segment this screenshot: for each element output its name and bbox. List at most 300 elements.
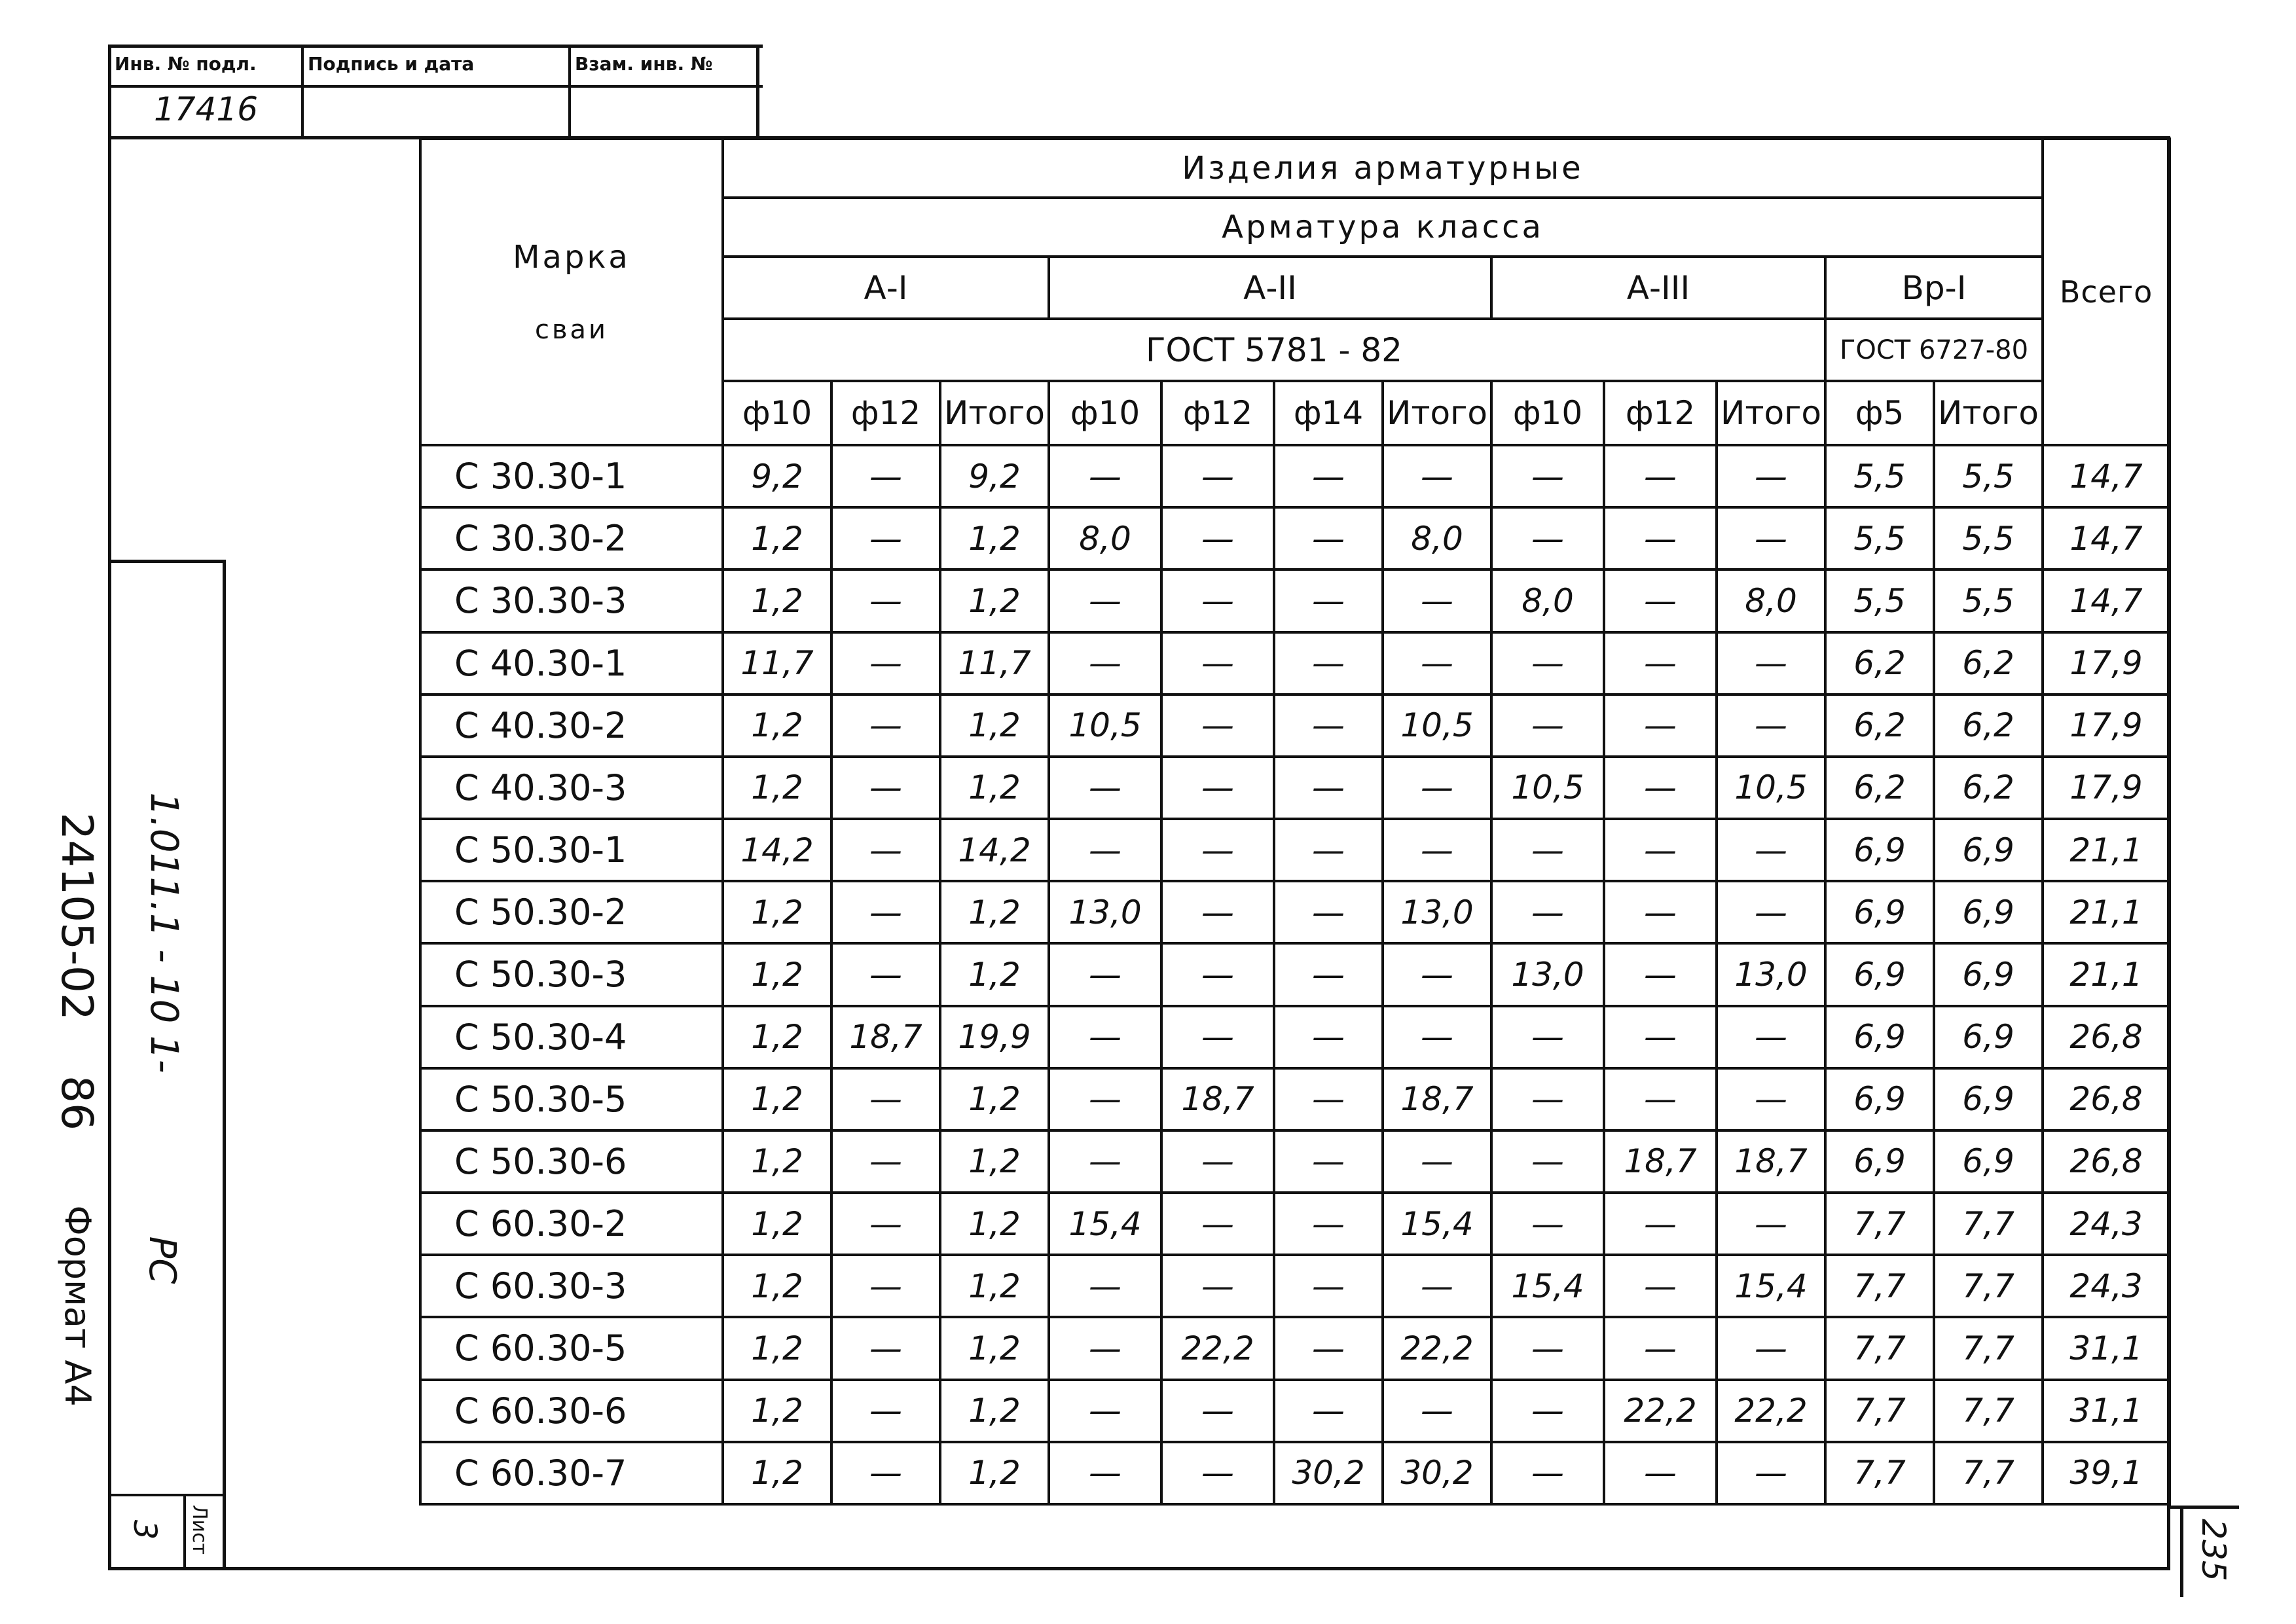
value-cell: 6,2	[1934, 695, 2043, 757]
value-cell: —	[1161, 632, 1274, 695]
value-cell: —	[831, 1255, 940, 1317]
value-cell: —	[1274, 569, 1383, 632]
value-cell: 1,2	[940, 569, 1049, 632]
sheet-box-top	[108, 1494, 226, 1496]
value-cell: 30,2	[1274, 1442, 1383, 1504]
table-row	[420, 695, 2170, 757]
value-cell: 15,4	[1049, 1193, 1161, 1255]
header-products: Изделия арматурные	[723, 139, 2043, 198]
value-cell: —	[1604, 695, 1717, 757]
header-gost-6727: ГОСТ 6727-80	[1825, 319, 2043, 381]
value-cell: 1,2	[940, 695, 1049, 757]
subheader-cell: ф10	[1491, 381, 1604, 445]
subheader-cell: Итого	[1383, 381, 1491, 445]
value-cell: 5,5	[1825, 445, 1934, 507]
value-cell: —	[1604, 445, 1717, 507]
pile-mark: С 40.30-3	[420, 757, 723, 819]
value-cell: 1,2	[940, 757, 1049, 819]
subheader-cell: Итого	[1717, 381, 1825, 445]
value-cell: —	[1049, 1006, 1161, 1068]
value-cell: —	[831, 695, 940, 757]
subheader-cell: Итого	[1934, 381, 2043, 445]
pile-mark: С 50.30-3	[420, 943, 723, 1005]
document-code: 24105-02	[52, 812, 102, 1020]
reinforcement-table	[419, 137, 2171, 1506]
value-cell: —	[1491, 445, 1604, 507]
value-cell: —	[1717, 881, 1825, 943]
value-cell: —	[831, 1380, 940, 1442]
value-cell: —	[831, 445, 940, 507]
stamp-header-signature: Подпись и дата	[308, 53, 475, 75]
value-cell: —	[1604, 1193, 1717, 1255]
subheader-cell: ф12	[1604, 381, 1717, 445]
subheader-cell: Итого	[940, 381, 1049, 445]
value-cell: —	[1161, 1255, 1274, 1317]
table-row	[420, 881, 2170, 943]
value-cell: 1,2	[940, 1317, 1049, 1379]
stamp-divider-1	[301, 45, 304, 139]
subheader-cell: ф14	[1274, 381, 1383, 445]
value-cell: 13,0	[1717, 943, 1825, 1005]
pile-mark: С 60.30-2	[420, 1193, 723, 1255]
table-row	[420, 819, 2170, 881]
row-total-cell: 14,7	[2043, 569, 2170, 632]
value-cell: 5,5	[1934, 507, 2043, 569]
value-cell: 9,2	[723, 445, 831, 507]
value-cell: 6,9	[1934, 1068, 2043, 1130]
value-cell: —	[1049, 1442, 1161, 1504]
value-cell: 1,2	[940, 1442, 1049, 1504]
header-mark-line1: Марка	[513, 239, 630, 276]
value-cell: 1,2	[723, 695, 831, 757]
value-cell: 7,7	[1934, 1255, 2043, 1317]
value-cell: 18,7	[831, 1006, 940, 1068]
value-cell: —	[1491, 507, 1604, 569]
value-cell: —	[1161, 757, 1274, 819]
row-total-cell: 17,9	[2043, 757, 2170, 819]
value-cell: 1,2	[723, 1006, 831, 1068]
value-cell: —	[1383, 569, 1491, 632]
value-cell: —	[1049, 1380, 1161, 1442]
value-cell: —	[1604, 881, 1717, 943]
header-class-a2: А-II	[1049, 257, 1491, 319]
value-cell: —	[1161, 943, 1274, 1005]
value-cell: —	[1161, 569, 1274, 632]
frame-left-line	[108, 45, 111, 1570]
value-cell: 15,4	[1717, 1255, 1825, 1317]
value-cell: 10,5	[1049, 695, 1161, 757]
value-cell: 7,7	[1825, 1442, 1934, 1504]
value-cell: 9,2	[940, 445, 1049, 507]
value-cell: 6,9	[1825, 819, 1934, 881]
value-cell: —	[1161, 1193, 1274, 1255]
value-cell: —	[1717, 1442, 1825, 1504]
value-cell: —	[831, 819, 940, 881]
pile-mark: С 40.30-2	[420, 695, 723, 757]
value-cell: —	[1491, 819, 1604, 881]
value-cell: 1,2	[723, 1442, 831, 1504]
value-cell: —	[1383, 819, 1491, 881]
value-cell: —	[1717, 507, 1825, 569]
value-cell: 1,2	[940, 1193, 1049, 1255]
value-cell: —	[1274, 1380, 1383, 1442]
row-total-cell: 26,8	[2043, 1130, 2170, 1193]
value-cell: —	[1049, 632, 1161, 695]
value-cell: —	[1383, 1380, 1491, 1442]
value-cell: 7,7	[1934, 1380, 2043, 1442]
value-cell: —	[831, 507, 940, 569]
stamp-divider-3	[756, 45, 759, 139]
value-cell: —	[1491, 881, 1604, 943]
format-label: Формат А4	[57, 1205, 98, 1407]
value-cell: 22,2	[1717, 1380, 1825, 1442]
table-row	[420, 1442, 2170, 1504]
value-cell: 1,2	[940, 881, 1049, 943]
value-cell: 13,0	[1383, 881, 1491, 943]
value-cell: —	[1604, 1068, 1717, 1130]
value-cell: 1,2	[940, 943, 1049, 1005]
value-cell: —	[1717, 445, 1825, 507]
value-cell: 6,9	[1825, 943, 1934, 1005]
value-cell: —	[1274, 445, 1383, 507]
value-cell: —	[1604, 943, 1717, 1005]
value-cell: 1,2	[723, 1317, 831, 1379]
value-cell: —	[1491, 1068, 1604, 1130]
value-cell: 1,2	[723, 1130, 831, 1193]
value-cell: 8,0	[1049, 507, 1161, 569]
value-cell: 1,2	[723, 757, 831, 819]
table-row	[420, 507, 2170, 569]
value-cell: —	[1383, 1255, 1491, 1317]
value-cell: 14,2	[940, 819, 1049, 881]
value-cell: 6,9	[1825, 1068, 1934, 1130]
value-cell: —	[831, 1193, 940, 1255]
side-box-right	[223, 560, 226, 1570]
value-cell: 1,2	[723, 943, 831, 1005]
value-cell: —	[1274, 632, 1383, 695]
value-cell: —	[1274, 695, 1383, 757]
value-cell: 22,2	[1604, 1380, 1717, 1442]
document-year: 86	[52, 1075, 102, 1130]
value-cell: 1,2	[940, 1255, 1049, 1317]
value-cell: —	[1274, 1193, 1383, 1255]
stamp-header-inv: Инв. № подл.	[115, 53, 257, 75]
pile-mark: С 60.30-6	[420, 1380, 723, 1442]
value-cell: —	[831, 1317, 940, 1379]
stamp-inv-number: 17416	[154, 90, 259, 128]
value-cell: 15,4	[1491, 1255, 1604, 1317]
frame-bottom-line	[108, 1567, 2170, 1570]
table-row	[420, 943, 2170, 1005]
table-row	[420, 445, 2170, 507]
value-cell: 11,7	[723, 632, 831, 695]
value-cell: 6,9	[1934, 943, 2043, 1005]
value-cell: —	[1604, 507, 1717, 569]
value-cell: —	[1491, 1006, 1604, 1068]
value-cell: 6,9	[1934, 819, 2043, 881]
row-total-cell: 17,9	[2043, 695, 2170, 757]
value-cell: —	[1049, 569, 1161, 632]
header-gost-5781: ГОСТ 5781 - 82	[723, 319, 1825, 381]
row-total-cell: 24,3	[2043, 1193, 2170, 1255]
value-cell: —	[1274, 1317, 1383, 1379]
value-cell: —	[1161, 881, 1274, 943]
album-number: 1.011.1 - 10 1-	[142, 792, 187, 1074]
value-cell: 6,2	[1934, 632, 2043, 695]
value-cell: —	[1604, 1317, 1717, 1379]
value-cell: —	[1274, 1006, 1383, 1068]
value-cell: 1,2	[723, 881, 831, 943]
value-cell: 6,2	[1825, 695, 1934, 757]
page-number-divider	[2180, 1506, 2183, 1597]
value-cell: —	[831, 1130, 940, 1193]
value-cell: 10,5	[1491, 757, 1604, 819]
value-cell: 5,5	[1934, 445, 2043, 507]
value-cell: —	[1274, 1130, 1383, 1193]
value-cell: 19,9	[940, 1006, 1049, 1068]
table-row	[420, 757, 2170, 819]
value-cell: —	[1604, 1442, 1717, 1504]
stamp-mid-line	[108, 85, 763, 88]
value-cell: —	[831, 569, 940, 632]
value-cell: —	[1717, 1317, 1825, 1379]
value-cell: —	[1383, 757, 1491, 819]
subheader-cell: ф10	[723, 381, 831, 445]
value-cell: —	[1161, 507, 1274, 569]
header-class: Арматура класса	[723, 198, 2043, 257]
subheader-cell: ф12	[1161, 381, 1274, 445]
value-cell: 18,7	[1604, 1130, 1717, 1193]
table-row	[420, 1068, 2170, 1130]
row-total-cell: 31,1	[2043, 1317, 2170, 1379]
row-total-cell: 26,8	[2043, 1068, 2170, 1130]
value-cell: 5,5	[1825, 507, 1934, 569]
value-cell: —	[1161, 445, 1274, 507]
value-cell: —	[1049, 1255, 1161, 1317]
value-cell: —	[1604, 569, 1717, 632]
value-cell: 18,7	[1161, 1068, 1274, 1130]
row-total-cell: 14,7	[2043, 445, 2170, 507]
value-cell: 6,9	[1825, 1006, 1934, 1068]
sheet-number: 3	[126, 1519, 163, 1540]
value-cell: —	[1383, 1130, 1491, 1193]
value-cell: —	[1274, 819, 1383, 881]
value-cell: 1,2	[723, 1255, 831, 1317]
value-cell: 7,7	[1825, 1380, 1934, 1442]
row-total-cell: 21,1	[2043, 943, 2170, 1005]
value-cell: —	[1049, 757, 1161, 819]
value-cell: 22,2	[1161, 1317, 1274, 1379]
table-row	[420, 1130, 2170, 1193]
value-cell: 6,9	[1934, 1130, 2043, 1193]
subheader-cell: ф12	[831, 381, 940, 445]
table-row	[420, 1193, 2170, 1255]
side-box-top	[108, 560, 226, 563]
value-cell: 7,7	[1934, 1193, 2043, 1255]
value-cell: —	[1274, 1068, 1383, 1130]
value-cell: 13,0	[1049, 881, 1161, 943]
stamp-header-replace: Взам. инв. №	[575, 53, 713, 75]
table-row	[420, 1380, 2170, 1442]
header-total: Всего	[2043, 139, 2170, 445]
value-cell: —	[1383, 1006, 1491, 1068]
value-cell: —	[1491, 1193, 1604, 1255]
value-cell: —	[831, 1442, 940, 1504]
value-cell: —	[831, 757, 940, 819]
page-number: 235	[2195, 1519, 2232, 1581]
pile-mark: С 50.30-1	[420, 819, 723, 881]
value-cell: 10,5	[1383, 695, 1491, 757]
row-total-cell: 21,1	[2043, 819, 2170, 881]
value-cell: —	[1717, 632, 1825, 695]
value-cell: —	[831, 943, 940, 1005]
value-cell: —	[1383, 943, 1491, 1005]
value-cell: —	[1161, 1130, 1274, 1193]
value-cell: 7,7	[1934, 1317, 2043, 1379]
value-cell: —	[1383, 445, 1491, 507]
pile-mark: С 50.30-6	[420, 1130, 723, 1193]
header-mark-line2: сваи	[534, 315, 609, 345]
value-cell: —	[1491, 1130, 1604, 1193]
value-cell: 11,7	[940, 632, 1049, 695]
value-cell: 1,2	[723, 1193, 831, 1255]
value-cell: 1,2	[940, 1130, 1049, 1193]
value-cell: —	[1049, 819, 1161, 881]
value-cell: —	[1049, 1317, 1161, 1379]
pile-mark: С 60.30-3	[420, 1255, 723, 1317]
section-code: РС	[141, 1236, 183, 1284]
value-cell: —	[1161, 1006, 1274, 1068]
pile-mark: С 30.30-1	[420, 445, 723, 507]
value-cell: —	[1717, 1193, 1825, 1255]
pile-mark: С 30.30-2	[420, 507, 723, 569]
row-total-cell: 39,1	[2043, 1442, 2170, 1504]
value-cell: 8,0	[1491, 569, 1604, 632]
value-cell: —	[1274, 1255, 1383, 1317]
value-cell: 1,2	[940, 1380, 1049, 1442]
value-cell: 18,7	[1383, 1068, 1491, 1130]
value-cell: 7,7	[1934, 1442, 2043, 1504]
value-cell: —	[831, 632, 940, 695]
value-cell: 7,7	[1825, 1193, 1934, 1255]
subheader-cell: ф5	[1825, 381, 1934, 445]
value-cell: 6,9	[1934, 1006, 2043, 1068]
value-cell: —	[1491, 695, 1604, 757]
value-cell: —	[1491, 1442, 1604, 1504]
value-cell: 1,2	[723, 507, 831, 569]
value-cell: —	[1161, 1380, 1274, 1442]
value-cell: 5,5	[1825, 569, 1934, 632]
value-cell: 10,5	[1717, 757, 1825, 819]
value-cell: —	[1274, 507, 1383, 569]
value-cell: 18,7	[1717, 1130, 1825, 1193]
value-cell: 22,2	[1383, 1317, 1491, 1379]
value-cell: 6,9	[1825, 881, 1934, 943]
row-total-cell: 21,1	[2043, 881, 2170, 943]
value-cell: 1,2	[723, 1380, 831, 1442]
value-cell: —	[1274, 943, 1383, 1005]
value-cell: 13,0	[1491, 943, 1604, 1005]
pile-mark: С 60.30-5	[420, 1317, 723, 1379]
value-cell: —	[1049, 445, 1161, 507]
pile-mark: С 40.30-1	[420, 632, 723, 695]
value-cell: 6,2	[1934, 757, 2043, 819]
value-cell: —	[1604, 757, 1717, 819]
table-row	[420, 1006, 2170, 1068]
value-cell: —	[1274, 757, 1383, 819]
value-cell: 14,2	[723, 819, 831, 881]
stamp-divider-2	[568, 45, 571, 139]
value-cell: —	[1161, 1442, 1274, 1504]
sheet-box-divider	[183, 1494, 186, 1570]
pile-mark: С 50.30-5	[420, 1068, 723, 1130]
pile-mark: С 30.30-3	[420, 569, 723, 632]
table-row	[420, 632, 2170, 695]
value-cell: 8,0	[1717, 569, 1825, 632]
header-mark	[420, 139, 723, 445]
pile-mark: С 60.30-7	[420, 1442, 723, 1504]
value-cell: —	[1717, 819, 1825, 881]
table-row	[420, 569, 2170, 632]
value-cell: —	[1604, 632, 1717, 695]
value-cell: —	[1717, 1006, 1825, 1068]
header-class-vr1: Вр-I	[1825, 257, 2043, 319]
subheader-cell: ф10	[1049, 381, 1161, 445]
value-cell: 6,2	[1825, 757, 1934, 819]
pile-mark: С 50.30-2	[420, 881, 723, 943]
value-cell: —	[831, 1068, 940, 1130]
stamp-top-line	[108, 45, 763, 48]
value-cell: 1,2	[723, 1068, 831, 1130]
value-cell: —	[1491, 632, 1604, 695]
value-cell: 15,4	[1383, 1193, 1491, 1255]
value-cell: —	[1161, 819, 1274, 881]
row-total-cell: 14,7	[2043, 507, 2170, 569]
row-total-cell: 31,1	[2043, 1380, 2170, 1442]
value-cell: 8,0	[1383, 507, 1491, 569]
value-cell: 7,7	[1825, 1255, 1934, 1317]
value-cell: 1,2	[940, 507, 1049, 569]
value-cell: —	[1491, 1317, 1604, 1379]
row-total-cell: 26,8	[2043, 1006, 2170, 1068]
value-cell: 1,2	[940, 1068, 1049, 1130]
value-cell: —	[1274, 881, 1383, 943]
sheet-label: Лист	[188, 1504, 211, 1555]
value-cell: —	[1383, 632, 1491, 695]
value-cell: —	[1049, 943, 1161, 1005]
value-cell: —	[1604, 819, 1717, 881]
row-total-cell: 24,3	[2043, 1255, 2170, 1317]
value-cell: —	[1049, 1130, 1161, 1193]
value-cell: —	[1491, 1380, 1604, 1442]
value-cell: —	[1049, 1068, 1161, 1130]
value-cell: —	[1717, 1068, 1825, 1130]
value-cell: 30,2	[1383, 1442, 1491, 1504]
value-cell: —	[831, 881, 940, 943]
header-class-a1: А-I	[723, 257, 1049, 319]
value-cell: 7,7	[1825, 1317, 1934, 1379]
pile-mark: С 50.30-4	[420, 1006, 723, 1068]
value-cell: 1,2	[723, 569, 831, 632]
table-row	[420, 1255, 2170, 1317]
value-cell: —	[1604, 1255, 1717, 1317]
table-row	[420, 1317, 2170, 1379]
value-cell: —	[1161, 695, 1274, 757]
value-cell: —	[1717, 695, 1825, 757]
row-total-cell: 17,9	[2043, 632, 2170, 695]
value-cell: 6,9	[1825, 1130, 1934, 1193]
value-cell: 5,5	[1934, 569, 2043, 632]
